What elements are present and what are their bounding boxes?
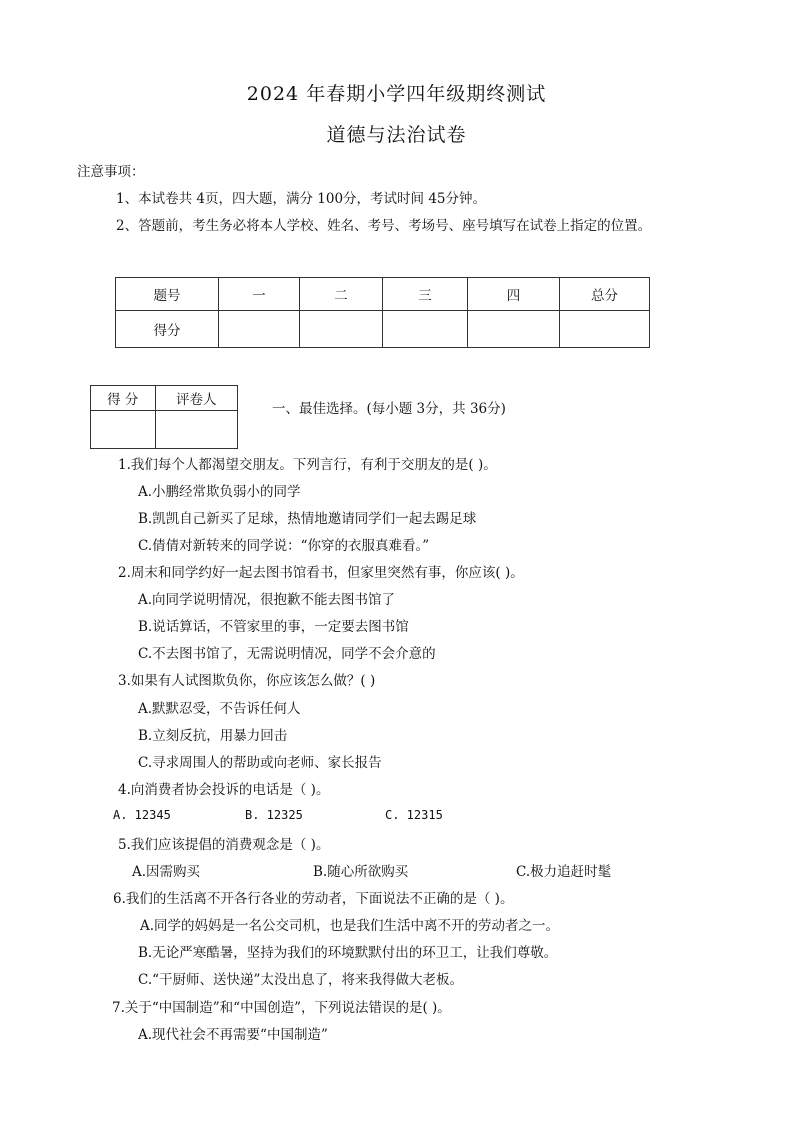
option: B. 12325 (245, 808, 303, 822)
score-header-cell: 总分 (560, 278, 650, 311)
option: C.“干厨师、送快递”太没出息了，将来我得做大老板。 (138, 972, 463, 988)
option: C.不去图书馆了，无需说明情况，同学不会介意的 (138, 646, 436, 662)
section-1-heading: 一、最佳选择。(每小题 3分，共 36分) (272, 401, 506, 417)
question-stem: 3.如果有人试图欺负你，你应该怎么做？( ) (118, 673, 376, 689)
option: C.寻求周围人的帮助或向老师、家长报告 (138, 755, 382, 771)
notice-item-1: 1、本试卷共 4页，四大题，满分 100分，考试时间 45分钟。 (116, 191, 486, 207)
option: C.倩倩对新转来的同学说：“你穿的衣服真难看。” (138, 538, 430, 554)
score-cell-3[interactable] (383, 311, 468, 348)
question-stem: 7.关于“中国制造”和“中国创造”，下列说法错误的是( )。 (112, 1000, 451, 1016)
notice-item-2: 2、答题前，考生务必将本人学校、姓名、考号、考场号、座号填写在试卷上指定的位置。 (116, 218, 652, 234)
option: A.同学的妈妈是一名公交司机，也是我们生活中离不开的劳动者之一。 (140, 918, 560, 934)
option: C.极力追赶时髦 (516, 864, 612, 880)
score-header-cell: 题号 (116, 278, 219, 311)
option: A.小鹏经常欺负弱小的同学 (138, 484, 301, 500)
grader-name-label: 评卷人 (155, 386, 237, 411)
option: A.向同学说明情况，很抱歉不能去图书馆了 (138, 592, 396, 608)
grader-box (90, 385, 238, 449)
score-cell-4[interactable] (468, 311, 560, 348)
option: B.立刻反抗，用暴力回击 (138, 728, 288, 744)
option: A.默默忍受，不告诉任何人 (138, 701, 301, 717)
option: B.说话算话，不管家里的事，一定要去图书馆 (138, 619, 409, 635)
option: C. 12315 (385, 808, 443, 822)
grader-score-label: 得 分 (91, 386, 156, 411)
grader-name-cell[interactable] (155, 411, 237, 449)
score-row-label: 得分 (116, 311, 219, 348)
exam-subtitle: 道德与法治试卷 (326, 124, 467, 146)
option: B.凯凯自己新买了足球，热情地邀请同学们一起去踢足球 (138, 511, 477, 527)
option: B.随心所欲购买 (313, 864, 409, 880)
question-stem: 5.我们应该提倡的消费观念是（ )。 (118, 837, 330, 853)
option: A.现代社会不再需要“中国制造” (138, 1027, 328, 1043)
option: A.因需购买 (132, 864, 201, 880)
question-stem: 1.我们每个人都渴望交朋友。下列言行，有利于交朋友的是( )。 (118, 457, 497, 473)
option: A. 12345 (113, 808, 171, 822)
score-cell-total[interactable] (560, 311, 650, 348)
grader-score-cell[interactable] (91, 411, 156, 449)
notice-heading: 注意事项： (77, 164, 145, 180)
score-header-cell: 三 (383, 278, 468, 311)
option: B.无论严寒酷暑，坚持为我们的环境默默付出的环卫工，让我们尊敬。 (138, 945, 558, 961)
score-header-cell: 一 (219, 278, 300, 311)
score-cell-1[interactable] (219, 311, 300, 348)
score-cell-2[interactable] (300, 311, 383, 348)
question-stem: 2.周末和同学约好一起去图书馆看书，但家里突然有事，你应该( )。 (118, 565, 524, 581)
score-header-cell: 四 (468, 278, 560, 311)
question-stem: 6.我们的生活离不开各行各业的劳动者，下面说法不正确的是（ )。 (113, 891, 514, 907)
score-table (115, 277, 650, 348)
score-header-cell: 二 (300, 278, 383, 311)
exam-title: 2024 年春期小学四年级期终测试 (246, 83, 547, 105)
question-stem: 4.向消费者协会投诉的电话是（ )。 (118, 782, 330, 798)
